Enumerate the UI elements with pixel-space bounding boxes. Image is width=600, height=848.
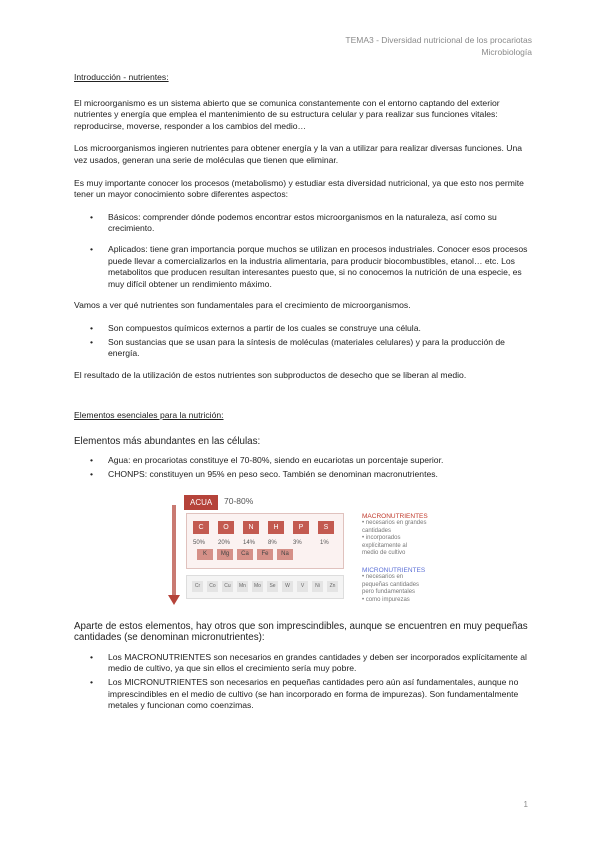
section2-paragraph-1: Aparte de estos elementos, hay otros que son imprescindibles, aunque se encuentren en muy pequeñas cantidades (se denominan micronutrientes):	[74, 620, 528, 644]
percent-c: 50%	[193, 539, 206, 546]
intro-paragraph-4: Vamos a ver qué nutrientes son fundamentales para el crecimiento de microorganismos.	[74, 300, 411, 311]
percent-h: 8%	[268, 539, 277, 546]
element-na: Na	[277, 549, 293, 560]
nutrients-list	[74, 323, 528, 360]
element-p: P	[293, 521, 309, 534]
list-item: • Aplicados: tiene gran importancia porque muchos se utilizan en procesos industriales. Conocer esos procesos puede llevar a comercializarlos en la industria alimentaria, para producir biocombustibles, etanol… etc. Los metabolitos que producen resultan interesantes puesto que, si no conocemos la nutrición de una especie, es muy difícil obtener un rendimiento máximo.	[74, 244, 528, 290]
element-v: V	[297, 581, 308, 592]
legend-line: pequeñas cantidades	[362, 581, 420, 588]
percent-p: 3%	[293, 539, 302, 546]
list-item: • Básicos: comprender dónde podemos encontrar estos microorganismos en la naturaleza, así como su crecimiento.	[74, 212, 528, 235]
element-se: Se	[267, 581, 278, 592]
legend-line: • necesarios en	[362, 574, 404, 581]
element-fe: Fe	[257, 549, 273, 560]
element-w: W	[282, 581, 293, 592]
legend-line: cantidades	[362, 527, 392, 534]
intro-heading: Introducción - nutrientes:	[74, 72, 169, 82]
percent-o: 20%	[218, 539, 231, 546]
element-s: S	[318, 521, 334, 534]
element-ca: Ca	[237, 549, 253, 560]
list-item: • Son sustancias que se usan para la síntesis de moléculas (materiales celulares) y para la producción de energía.	[74, 337, 528, 360]
percent-n: 14%	[243, 539, 256, 546]
elements-list	[74, 455, 528, 480]
element-n: N	[243, 521, 259, 534]
intro-paragraph-5: El resultado de la utilización de estos nutrientes son subproductos de desecho que se liberan al medio.	[74, 369, 467, 380]
element-mn: Mn	[237, 581, 248, 592]
element-co: Co	[207, 581, 218, 592]
water-percentage: 70-80%	[224, 495, 254, 506]
element-mo: Mo	[252, 581, 263, 592]
nutrient-types-list	[74, 652, 528, 712]
elements-figure	[172, 491, 442, 611]
legend-line: medio de cultivo	[362, 550, 406, 557]
element-k: K	[197, 549, 213, 560]
page-header	[345, 34, 532, 58]
element-zn: Zn	[327, 581, 338, 592]
element-h: H	[268, 521, 284, 534]
legend-line: • necesarios en grandes	[362, 520, 427, 527]
element-mg: Mg	[217, 549, 233, 560]
abundance-arrow	[172, 505, 176, 597]
element-o: O	[218, 521, 234, 534]
macro-legend-title: MACRONUTRIENTES	[362, 512, 428, 520]
element-c: C	[193, 521, 209, 534]
list-item: • CHONPS: constituyen un 95% en peso seco. También se denominan macronutrientes.	[74, 469, 528, 481]
element-cu: Cu	[222, 581, 233, 592]
legend-line: explícitamente al	[362, 542, 408, 549]
header-title: TEMA3 - Diversidad nutricional de los procariotas	[345, 35, 532, 45]
percent-s: 1%	[320, 539, 329, 546]
element-ni: Ni	[312, 581, 323, 592]
arrow-head-icon	[168, 595, 180, 605]
header-subject: Microbiología	[481, 47, 532, 57]
document-body	[74, 72, 528, 722]
intro-paragraph-2: Los microorganismos ingieren nutrientes para obtener energía y la van a utilizar para realizar diversas funciones. Una vez usados, generan una serie de moléculas que tienen que eliminar.	[74, 143, 523, 165]
intro-paragraph-3: Es muy importante conocer los procesos (metabolismo) y estudiar esta diversidad nutricional, ya que esto nos permite tener un mayor conocimiento sobre diferentes aspectos:	[74, 177, 524, 200]
section2-subheading: Elementos más abundantes en las células:	[74, 435, 261, 447]
legend-line: pero fundamentales	[362, 589, 416, 596]
section2-heading: Elementos esenciales para la nutrición:	[74, 410, 224, 421]
page-number: 1	[523, 800, 528, 809]
list-item: • Los MACRONUTRIENTES son necesarios en grandes cantidades y deben ser incorporados explícitamente al medio de cultivo, ya que sin ellos el crecimiento sería muy pobre.	[74, 652, 528, 675]
legend-line: • incorporados	[362, 535, 401, 542]
intro-paragraph-1: El microorganismo es un sistema abierto que se comunica constantemente con el entorno captando del exterior nutrientes y energía que emplea el mantenimiento de su estructura celular y para realizar sus funciones vitales: reproducirse, moverse, responder a los cambios del medio…	[74, 97, 500, 131]
list-item: • Los MICRONUTRIENTES son necesarios en pequeñas cantidades pero aún así fundamentales, aunque no imprescindibles en el medio de cultivo (se han incorporado en forma de impurezas). Son fundamentalmente metales y funcionan como coenzimas.	[74, 677, 528, 712]
macronutrients-box	[186, 513, 344, 569]
element-cr: Cr	[192, 581, 203, 592]
micro-legend-title: MICRONUTRIENTES	[362, 566, 426, 574]
micro-legend	[362, 567, 442, 605]
micronutrients-box	[186, 575, 344, 599]
macro-legend	[362, 513, 442, 558]
list-item: • Agua: en procariotas constituye el 70-80%, siendo en eucariotas un porcentaje superior.	[74, 455, 528, 467]
legend-line: • como impurezas	[362, 596, 410, 603]
water-label: ACUA	[184, 495, 218, 511]
aspects-list	[74, 212, 528, 291]
list-item: • Son compuestos químicos externos a partir de los cuales se construye una célula.	[74, 323, 528, 335]
